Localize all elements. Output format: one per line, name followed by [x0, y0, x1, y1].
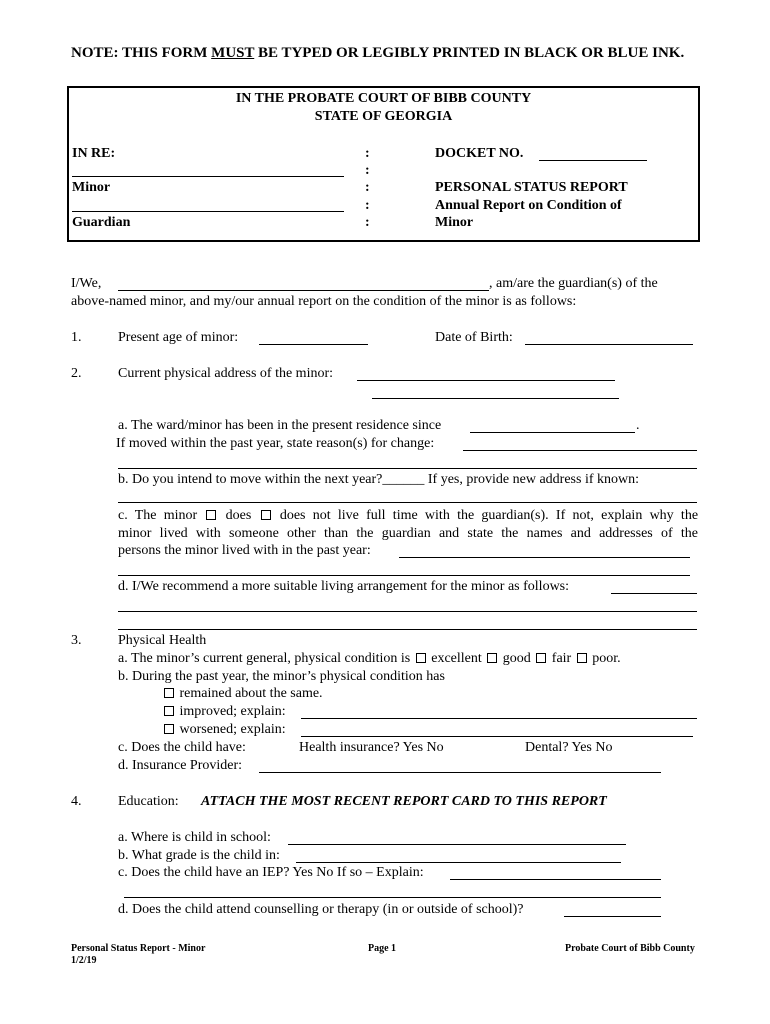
arrangement-label: d. I/We recommend a more suitable living arrangement for the minor as follows: [118, 579, 570, 594]
footer-court-name: Probate Court of Bibb County [565, 943, 695, 954]
address-field-2[interactable] [372, 398, 619, 399]
condition-change-label: b. During the past year, the minor’s physical condition has [118, 669, 445, 684]
dob-label: Date of Birth: [435, 330, 513, 345]
does-not-checkbox[interactable] [261, 510, 271, 520]
form-note: NOTE: THIS FORM MUST BE TYPED OR LEGIBLY PRINTED IN BLACK OR BLUE INK. [71, 45, 685, 61]
residence-period: . [636, 418, 640, 433]
report-title: PERSONAL STATUS REPORT [435, 180, 628, 195]
section-1-number: 1. [71, 330, 82, 345]
iep-explain-field[interactable] [450, 879, 661, 880]
counselling-label: d. Does the child attend counselling or therapy (in or outside of school)? [118, 902, 524, 917]
section-4-number: 4. [71, 794, 82, 809]
court-state: STATE OF GEORGIA [314, 109, 453, 124]
intro-line2: above-named minor, and my/our annual report on the condition of the minor is as follows: [71, 294, 577, 309]
lives-with-question-line3: persons the minor lived with in the past year: [118, 543, 371, 558]
intro-tail: , am/are the guardian(s) of the [489, 276, 658, 291]
grade-field[interactable] [296, 862, 621, 863]
report-subtitle: Annual Report on Condition of [435, 198, 622, 213]
address-field[interactable] [357, 380, 615, 381]
school-field[interactable] [288, 844, 626, 845]
docket-number-field[interactable] [539, 160, 647, 161]
lives-with-question-line2: minor lived with someone other than the guardian and state the names and addresses of the [118, 526, 698, 541]
footer-form-date: 1/2/19 [71, 955, 97, 966]
report-subtitle-minor: Minor [435, 215, 474, 230]
improved-checkbox[interactable] [164, 706, 174, 716]
moved-reason-field[interactable] [463, 450, 697, 451]
good-checkbox[interactable] [487, 653, 497, 663]
section-2-number: 2. [71, 366, 82, 381]
caption-colon: : [365, 146, 370, 161]
school-label: a. Where is child in school: [118, 830, 271, 845]
dob-field[interactable] [525, 344, 693, 345]
worsened-explain-field[interactable] [301, 736, 693, 737]
footer-form-name: Personal Status Report - Minor [71, 943, 206, 954]
physical-health-title: Physical Health [118, 633, 207, 648]
insurance-provider-field[interactable] [259, 772, 661, 773]
footer-page-number: Page 1 [368, 943, 397, 954]
counselling-field[interactable] [564, 916, 661, 917]
iep-explain-field-2[interactable] [124, 897, 661, 898]
insurance-provider-label: d. Insurance Provider: [118, 758, 243, 773]
worsened-checkbox[interactable] [164, 724, 174, 734]
arrangement-field-3[interactable] [118, 629, 697, 630]
health-insurance-option[interactable]: Health insurance? Yes No [299, 740, 444, 755]
education-label: Education: [118, 794, 179, 809]
age-label: Present age of minor: [118, 330, 239, 345]
moved-reason-field-2[interactable] [118, 468, 697, 469]
attach-report-card-note: ATTACH THE MOST RECENT REPORT CARD TO THIS REPORT [201, 794, 607, 809]
iep-label: c. Does the child have an IEP? Yes No If so – Explain: [118, 865, 424, 880]
caption-colon: : [365, 163, 370, 178]
court-name: IN THE PROBATE COURT OF BIBB COUNTY [235, 91, 532, 106]
guardian-label: Guardian [72, 215, 131, 230]
address-label: Current physical address of the minor: [118, 366, 334, 381]
intro-iwe: I/We, [71, 276, 102, 291]
minor-name-field[interactable] [72, 176, 344, 177]
new-address-field[interactable] [118, 502, 697, 503]
caption-colon: : [365, 180, 370, 195]
caption-colon: : [365, 215, 370, 230]
physical-condition-question: a. The minor’s current general, physical condition is excellent good fair poor. [118, 651, 621, 666]
moved-reason-label: If moved within the past year, state reason(s) for change: [116, 436, 435, 451]
age-field[interactable] [259, 344, 368, 345]
remained-checkbox[interactable] [164, 688, 174, 698]
remained-option: remained about the same. [162, 686, 323, 702]
does-checkbox[interactable] [206, 510, 216, 520]
residence-since-label: a. The ward/minor has been in the present residence since [118, 418, 442, 433]
dental-option[interactable]: Dental? Yes No [525, 740, 613, 755]
minor-label: Minor [72, 180, 111, 195]
grade-label: b. What grade is the child in: [118, 848, 280, 863]
worsened-option: worsened; explain: [162, 722, 286, 738]
caption-colon: : [365, 198, 370, 213]
in-re-label: IN RE: [72, 146, 116, 161]
child-coverage-label: c. Does the child have: [118, 740, 246, 755]
lived-with-field[interactable] [399, 557, 690, 558]
improved-explain-field[interactable] [301, 718, 697, 719]
lived-with-field-2[interactable] [118, 575, 690, 576]
intend-move-label: b. Do you intend to move within the next year?______ If yes, provide new address if known: [118, 472, 640, 487]
guardian-name-field[interactable] [72, 211, 344, 212]
residence-since-field[interactable] [470, 432, 635, 433]
poor-checkbox[interactable] [577, 653, 587, 663]
docket-label: DOCKET NO. [435, 146, 524, 161]
lives-with-question: c. The minor does does not live full time with the guardian(s). If not, explain why the [118, 508, 699, 523]
arrangement-field-2[interactable] [118, 611, 697, 612]
section-3-number: 3. [71, 633, 82, 648]
guardian-names-field[interactable] [118, 290, 489, 291]
arrangement-field[interactable] [611, 593, 697, 594]
excellent-checkbox[interactable] [416, 653, 426, 663]
fair-checkbox[interactable] [536, 653, 546, 663]
improved-option: improved; explain: [162, 704, 286, 720]
